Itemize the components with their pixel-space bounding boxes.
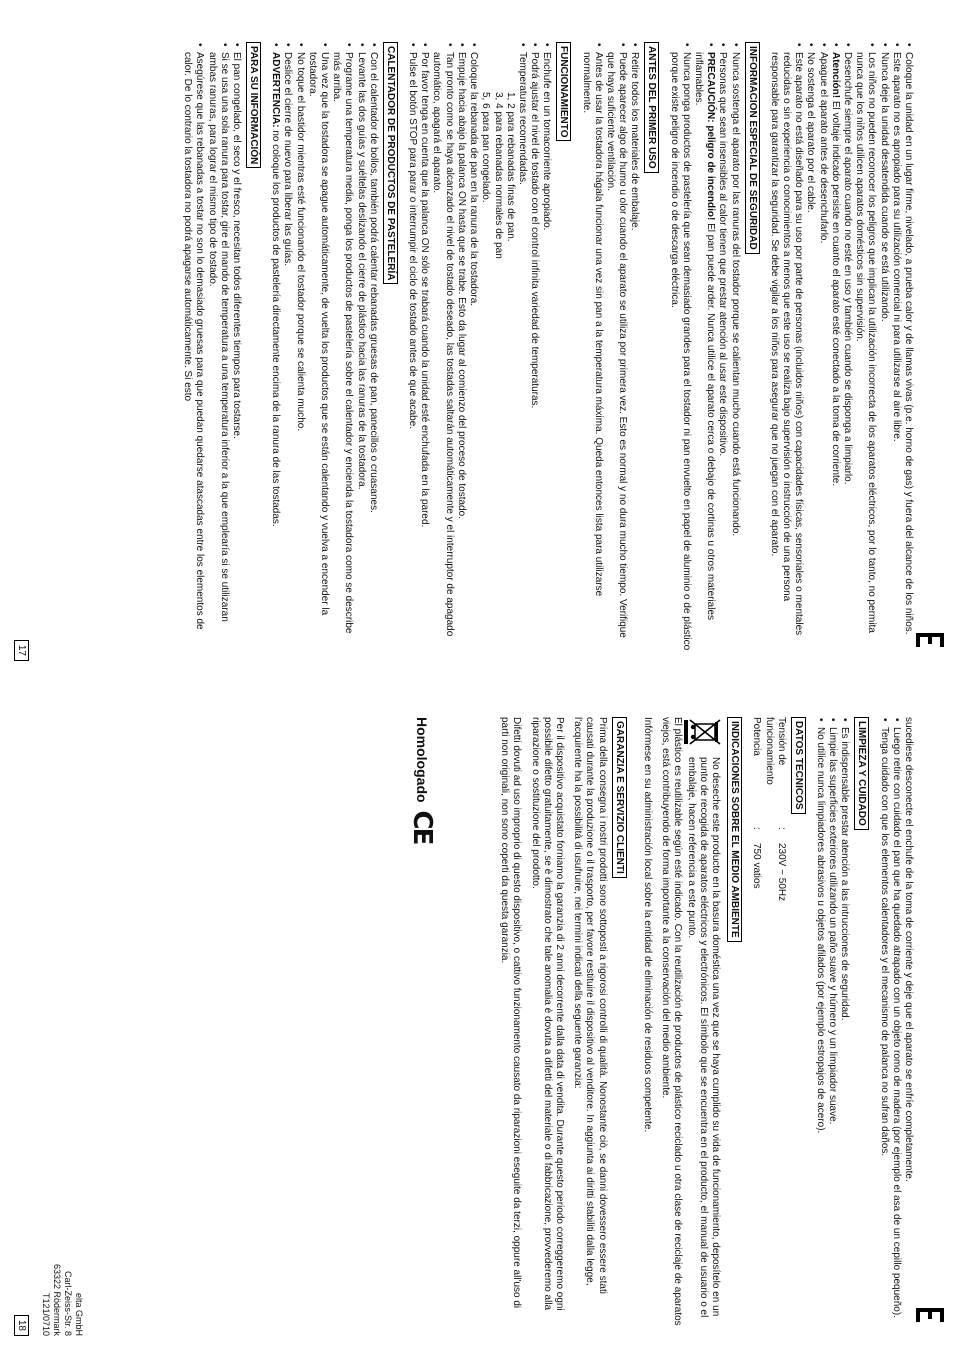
list-item: [829, 52, 841, 652]
atencion-bold: Atención!: [829, 52, 841, 99]
list-item: • Una vez que la tostadora se apague automáticamente, de vuelta los productos que se están calentando y vuelva a encender la tostadora.: [306, 52, 330, 652]
paragraph: Per il dispositivo acquistato forniamo la garanzia di 2 anni decorrente dalla data di vendita. Durante questo periodo correggeremo ogni possibile difetto gratuitamente, se è dimostrato che tale anomalia è dovuta a difetti del materiale o di fabbricazione, provvederemo alla riparazione o sostituzione del prodotto.: [529, 717, 565, 1311]
address-line: T121/0710: [41, 1292, 51, 1336]
list-item: [479, 52, 528, 652]
weee-notice: [683, 717, 723, 1327]
section-heading-medio-ambiente: INDICACIONES SOBRE EL MEDIO AMBIENTE: [727, 717, 742, 942]
list-item: • Asegúrese que las rebanadas a tostar no son lo demasiado gruesas para que puedan quedarse atascadas entre los elementos de calor. De lo contrario la tostadora no podrá apagarse automáticamente. Si esto: [181, 52, 205, 652]
homologado-block: [406, 717, 437, 1327]
list-item: • Coloque la rebanada de pan en la ranura de la tostadora.: [467, 52, 479, 652]
list-item: • Empuje hacia abajo la palanca ON hasta que se trabe. Esto da lugar al comienzo del proceso de tostado.: [455, 52, 467, 652]
intro-list: [768, 42, 914, 652]
info-list: [181, 42, 242, 652]
precaucion-text: El pan puede arder. Nunca utilice el aparato cerca o debajo de cortinas u otros materiales inflamables.: [692, 52, 717, 621]
address-line: Carl-Zeiss-Str. 8: [63, 1270, 73, 1336]
list-item: • Limpie las superficies exteriores utilizando un paño suave y húmero y un limpiador suave.: [826, 727, 838, 1327]
list-item: • Nunca deje la unidad desatendida cuando se está utilizando.: [877, 52, 889, 652]
atencion-text: El voltaje indicado persiste en cuanto el aparato esté conectado a la toma de corriente.: [829, 98, 841, 487]
precaucion-bold: PRECAUCIÓN: peligro de incendio!: [705, 52, 717, 221]
list-item: • Desenchufe siempre el aparato cuando no esté en uso y también cuando se disponga a limpiarlo.: [841, 52, 853, 652]
paragraph: Difetti dovuti ad uso improprio di questo dispositivo, o cattivo funzionamento causato da riparazioni eseguite da terzi, oppure all'uso di parti non originali, non sono coperti da questa garanzia.: [499, 717, 523, 1309]
list-item: • Antes de usar la tostadora hágala funcionar una vez sin pan a la temperatura máxima. Queda entonces lista para utilizarse normalmente.: [579, 52, 603, 652]
advertencia-text: no coloque los productos de pastelería directamente encima de la ranura de las tostadas.: [270, 127, 282, 527]
list-item: • No sostenga el aparato por el cable.: [804, 52, 816, 652]
list-item: • Con el calentador de bollos, también podrá calentar rebanadas gruesas de pan, panecillos o cruasanes.: [367, 52, 379, 652]
list-item: • Enchufe en un tomacorriente apropiado.: [540, 52, 552, 652]
section-heading-pasteleria: CALENTADOR DE PRODUCTOS DE PASTELERÍA: [383, 42, 398, 284]
language-e-icon: [916, 1308, 944, 1320]
list-item: • Nunca sostenga el aparato por las ranuras del tostador porque se calientan mucho cuando está funcionando.: [728, 52, 740, 652]
list-item: • Pulse el botón STOP para parar o interrumpir el ciclo de tostado antes de que acabe.: [406, 52, 418, 652]
list-item: • Este aparato no está diseñado para su uso por parte de personas (incluidos niños) con capacidades físicas, sensoriales o mentales reducidas o sin experiencia o conocimientos a menos que este uso se realiza bajo supervisión o instrucción de una persona responsable para garantizar la seguridad. Se debe vigilar a los niños para asegurar que no juegan con el aparato.: [768, 52, 805, 652]
seguridad-list: [667, 42, 740, 652]
list-item: • Apague el aparato antes de desenchufarlo.: [816, 52, 828, 652]
homologado-label: Homologado: [413, 717, 430, 803]
list-item: • Retire todos los materiales de embalaje.: [628, 52, 640, 652]
spec-colon: :: [775, 827, 787, 830]
page-number: 18: [14, 1315, 29, 1336]
list-item: 3, 4 para rebanadas normales de pan: [492, 92, 504, 259]
list-item: • Este aparato no es apropiado para su utilización comercial ni para utilizarse al aire libre.: [890, 52, 902, 652]
section-heading-funcionamiento: FUNCIONAMIENTO: [556, 42, 571, 141]
address-line: elta GmbH: [74, 1292, 84, 1336]
address-line: 63322 Rödermark: [52, 1263, 62, 1336]
section-heading-seguridad: INFORMACION ESPECIAL DE SEGURIDAD: [745, 42, 760, 254]
list-item: • Levante las dos guías y suéltelas deslizando el cierre de plástico hacia las ranuras de la tostadora.: [354, 52, 366, 652]
language-e-icon: [916, 633, 944, 645]
page-18-column: [406, 717, 914, 1327]
list-item: • Por favor tenga en cuenta que la palanca ON sólo se trabará cuando la unidad esté enchufada en la pared.: [418, 52, 430, 652]
list-item: • No toque el bastidor mientras esté funcionando el tostador porque se calienta mucho.: [293, 52, 305, 652]
primer-uso-list: [579, 42, 640, 652]
spec-value: 750 vatios: [751, 843, 763, 889]
paragraph: Prima della consegna i nostri prodotti sono sottoposti a rigorosi controlli di qualità. Nonostante ciò, se danni dovessero essere stati causati durante la produzione o il trasporto, per favore restituire il dispositivo al venditore. In aggiunta ai diritti stabiliti dalla legge, l'acquirente ha la possibilità di usufruire, nei termini indicati della seguente garanzia:: [572, 717, 608, 1294]
page-17-column: [181, 42, 914, 652]
advertencia-bold: ADVERTENCIA:: [270, 52, 282, 128]
list-item: • Los niños no pueden reconocer los peligros que implican la utilización incorrecta de los aparatos eléctricos, por lo tanto, no permita nunca que los niños utilicen aparatos domésticos sin supervisión.: [853, 52, 877, 652]
temperaturas-sublist: [479, 52, 516, 652]
paragraph: Infórmese en su administración local sobre la entidad de eliminación de residuos competente.: [641, 717, 653, 1133]
continuation-text: sucediese desconecte el enchufe de la toma de corriente y deje que el aparato se enfríe completamente.: [903, 717, 914, 1182]
list-item: • Nunca ponga productos de pastelería que sean demasiado grandes para el tostador ni pan envuelto en papel de aluminio o de plástico porque existe peligro de incendio o de descarga eléctrica.: [667, 52, 691, 652]
page-number: 17: [14, 640, 29, 661]
spec-row-power: [750, 717, 762, 1327]
manufacturer-address: [40, 1264, 84, 1336]
list-item: • No utilice nunca limpiadores abrasivos u objetos afilados (por ejemplo estropajos de acero).: [814, 727, 826, 1327]
temperaturas-label: Temperaturas recomendadas.: [516, 52, 528, 185]
spec-key: Potencia: [751, 717, 763, 756]
section-heading-limpieza: LIMPIEZA Y CUIDADO: [854, 717, 869, 830]
crossed-out-bin-icon: [683, 717, 723, 747]
spec-value: 230V ~ 50Hz: [775, 843, 787, 902]
list-item: • Tenga cuidado con que los elementos calentadores y el mecanismo de palanca no sufran daños.: [877, 727, 889, 1327]
list-item: • Si se usa una sola ranura para tostar, gire el mando de temperatura a una temperatura inferior a la que emplearía si se utilizaran ambas ranuras, para lograr el mismo tipo de tostado.: [205, 52, 229, 652]
list-item: • Programe una temperatura media, ponga los productos de pastelería sobre el calentador y encienda la tostadora como se describe más arriba.: [330, 52, 354, 652]
weee-text: No deseche este producto en la basura doméstica una vez que se haya cumplido su vida de funcionamiento, deposítelo en un punto de recogida de aparatos eléctricos y electrónicos. El símbolo que se encuentra en el producto, el manual de usuario o el embalaje, hacen referencia a este punto.: [685, 757, 722, 1318]
section-heading-datos: DATOS TECNICOS: [791, 717, 806, 814]
paragraph: El plástico es reutilizable según esté indicado. Con la reutilización de productos de plástico reciclado u otra clase de reciclaje de aparatos viejos, está contribuyendo de forma importante a la conservación del medio ambiente.: [659, 717, 684, 1326]
section-heading-garanzia: GARANZIA E SERVIZIO CLIENTI: [612, 717, 627, 878]
spec-row-voltage: [762, 717, 786, 1327]
list-item: • El pan congelado, el seco y el fresco, necesitan todos diferentes tiempos para tostarse.: [230, 52, 242, 652]
page-18: [0, 675, 954, 1350]
limpieza-list: [814, 717, 851, 1327]
ce-mark: CE: [406, 810, 437, 844]
section-heading-primer-uso: ANTES DEL PRIMER USO: [644, 42, 659, 173]
funcionamiento-list: [406, 42, 552, 652]
list-item: • Podrá ajustar el nivel de tostado con el control infinita variedad de temperaturas.: [528, 52, 540, 652]
list-item: • Luego retire con cuidado el pan que ha quedado atrapado con un objeto romo de madera (por ejemplo el asa de un cepillo pequeño).: [890, 727, 902, 1327]
list-item: 5, 6 para pan congelado.: [480, 92, 492, 203]
list-item: • Personas que sean insensibles al calor tienen que prestar atención al usar este dispositivo.: [716, 52, 728, 652]
spec-colon: :: [751, 827, 763, 830]
list-item: • Deslice el cierre de nuevo para liberar las guías.: [281, 52, 293, 652]
pasteleria-list: [269, 42, 379, 652]
list-item: 1, 2 para rebanadas finas de pan.: [504, 92, 516, 242]
list-item: • Es indispensable prestar atención a las intrucciones de seguridad.: [838, 727, 850, 1327]
list-item: [269, 52, 281, 652]
list-item: • Coloque la unidad en un lugar firme, nivelado, a prueba calor y de llamas vivas (p.e. horno de gas) y fuera del alcance de los niños.: [902, 52, 914, 652]
continuation-list: [877, 717, 901, 1327]
spec-key: Tensión de funcionamiento: [763, 717, 787, 785]
list-item: • Puede aparecer algo de humo u olor cuando el aparato se utiliza por primera vez. Esto es normal y no dura mucho tiempo. Verifique que haya suficiente ventilación.: [604, 52, 628, 652]
list-item: [692, 52, 716, 652]
list-item: • Tan pronto como se haya alcanzado el nivel de tostado deseado, las tostadas saltarán automáticamente y el interruptor de apagado automático, apagará el aparato.: [430, 52, 454, 652]
section-heading-info: PARA SU INFORMACIÓN: [246, 42, 261, 168]
